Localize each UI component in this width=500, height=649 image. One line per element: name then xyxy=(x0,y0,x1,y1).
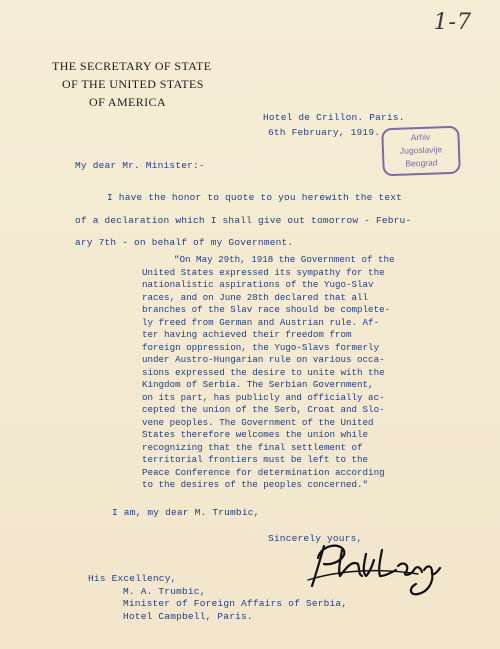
quote-line: branches of the Slav race should be complete- xyxy=(142,304,391,315)
quote-line: United States expressed its sympathy for the xyxy=(142,266,385,278)
addressee-line: Hotel Campbell, Paris. xyxy=(123,610,253,622)
addressee-line: His Excellency, xyxy=(88,573,177,584)
quoted-declaration xyxy=(142,254,432,492)
quote-line: races, and on June 28th declared that all xyxy=(142,291,369,303)
addressee-block xyxy=(88,573,347,623)
letterhead-line: OF AMERICA xyxy=(89,95,167,109)
quote-line: Kingdom of Serbia. The Serbian Government, xyxy=(142,379,374,390)
letterhead-line: OF THE UNITED STATES xyxy=(62,77,204,91)
quote-line: nationalistic aspirations of the Yugo-Slav xyxy=(142,279,374,290)
place: Hotel de Crillon. Paris. xyxy=(263,112,405,123)
addressee-line: M. A. Trumbic, xyxy=(123,585,206,597)
intro-paragraph xyxy=(75,187,415,255)
quote-line: ter having achieved their freedom from xyxy=(142,329,352,340)
stamp-line: Arhiv xyxy=(410,131,431,143)
quote-line: sions expressed the desire to unite with the xyxy=(142,366,385,378)
page-number-mark: 1-7 xyxy=(433,10,472,35)
salutation: My dear Mr. Minister:- xyxy=(75,160,205,171)
stamp-line: Beograd xyxy=(405,157,438,169)
quote-line: recognizing that the final settlement of xyxy=(142,441,363,453)
quote-line: vene peoples. The Government of the United xyxy=(142,416,374,428)
body-line: I have the honor to quote to you herewith the text xyxy=(107,192,403,203)
sign-off: Sincerely yours, xyxy=(268,533,363,544)
quote-line: on its part, has publicly and officially ac- xyxy=(142,391,385,403)
quote-line: cepted the union of the Serb, Croat and Slo- xyxy=(142,404,385,415)
quote-line: "On May 29th, 1918 the Government of the xyxy=(174,254,395,265)
addressee-line: Minister of Foreign Affairs of Serbia, xyxy=(123,598,348,609)
stamp-line: Jugoslavije xyxy=(399,144,443,156)
quote-line: ly freed from German and Austrian rule. Af- xyxy=(142,316,380,328)
archive-stamp xyxy=(381,126,461,177)
body-line: ary 7th - on behalf of my Government. xyxy=(75,237,294,248)
quote-line: territorial frontiers must be left to the xyxy=(142,454,369,465)
letterhead-line: THE SECRETARY OF STATE xyxy=(52,59,212,73)
quote-line: Peace Conference for determination according xyxy=(142,466,385,478)
letterhead xyxy=(18,57,218,111)
body-line: of a declaration which I shall give out tomorrow - Febru- xyxy=(75,214,412,226)
quote-line: foreign oppression, the Yugo-Slavs formerly xyxy=(142,341,380,353)
closing-line: I am, my dear M. Trumbic, xyxy=(112,507,260,518)
quote-line: States therefore welcomes the union while xyxy=(142,429,369,440)
quote-line: under Austro-Hungarian rule on various occa- xyxy=(142,354,385,365)
quote-line: to the desires of the peoples concerned." xyxy=(142,479,369,490)
date: 6th February, 1919. xyxy=(268,127,381,138)
